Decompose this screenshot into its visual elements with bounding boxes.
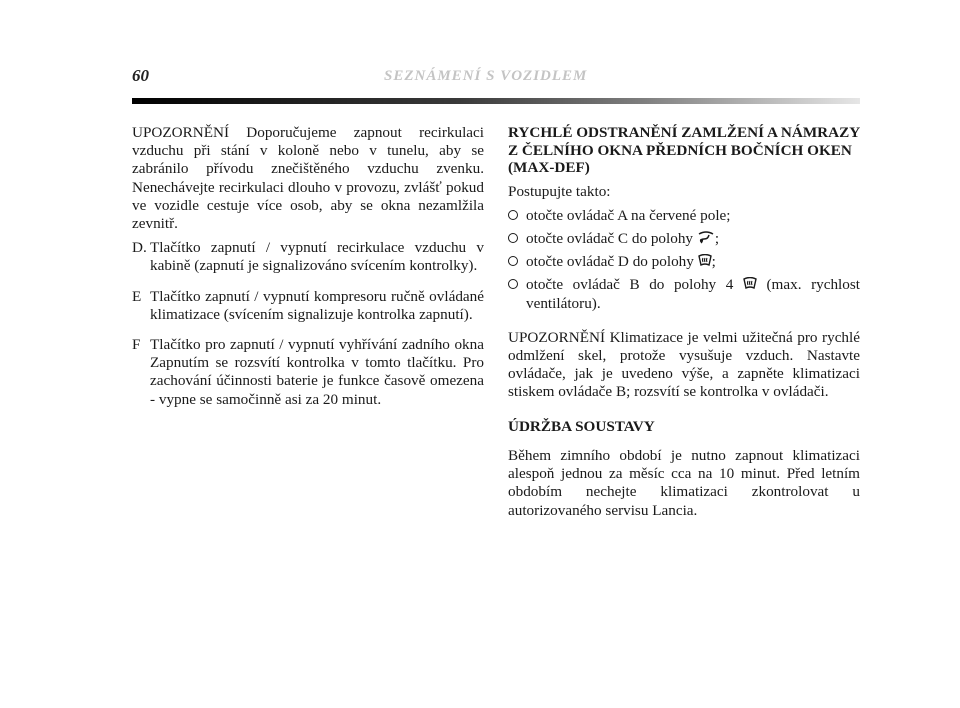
- maintenance-heading: ÚDRŽBA SOUSTAVY: [508, 417, 655, 435]
- list-item-e: [132, 288, 484, 324]
- step-item: [508, 253, 860, 271]
- maintenance-text: Během zimního období je nutno zapnout klimatizaci alespoň jednou za měsíc cca na 10 minut. Před letním obdobím nechejte klimatizaci zkontrolovat u autorizovaného servisu Lancia.: [508, 447, 860, 519]
- step-text-suffix: ;: [711, 253, 716, 271]
- defrost-icon: [743, 277, 757, 291]
- procedure-steps: [508, 207, 860, 313]
- circle-bullet-icon: [508, 279, 518, 289]
- list-item-text: Tlačítko zapnutí / vypnutí recirkulace vzduchu v kabině (zapnutí je signalizováno svícením kontrolky).: [150, 239, 484, 275]
- circle-bullet-icon: [508, 210, 518, 220]
- step-item: [508, 276, 860, 312]
- list-item-text: Tlačítko pro zapnutí / vypnutí vyhřívání zadního okna Zapnutím se rozsvítí kontrolka v tomto tlačítku. Pro zachování účinnosti baterie je funkce časově omezena - vypne se samočinně asi za 20 minut.: [150, 336, 484, 408]
- procedure-intro: Postupujte takto:: [508, 182, 611, 200]
- recirculation-note: UPOZORNĚNÍ Doporučujeme zapnout recirkulaci vzduchu při stání v koloně nebo v tunelu, aby se zabránilo přívodu znečištěného vzduchu zvenku. Nenechávejte recirkulaci dlouho v provozu, zvlášť pokud ve vozidle cestuje více osob, aby se okna nezamlžila zevnitř.: [132, 124, 484, 233]
- list-item-d: [132, 239, 484, 275]
- windshield-airflow-icon: [697, 231, 715, 245]
- left-column: [132, 124, 484, 409]
- step-text: otočte ovládač A na červené pole;: [526, 206, 731, 224]
- step-text: otočte ovládač C do polohy: [526, 229, 697, 247]
- list-item-f: [132, 336, 484, 409]
- defrost-icon: [698, 254, 712, 268]
- list-marker: D.: [132, 239, 147, 257]
- list-marker: F: [132, 336, 141, 354]
- step-item: [508, 230, 860, 248]
- step-text-suffix: (max. rychlost ventilátoru).: [526, 276, 860, 312]
- step-item: [508, 207, 860, 225]
- circle-bullet-icon: [508, 256, 518, 266]
- list-marker: E: [132, 287, 142, 305]
- running-title: SEZNÁMENÍ S VOZIDLEM: [384, 68, 588, 84]
- circle-bullet-icon: [508, 233, 518, 243]
- step-text-suffix: ;: [714, 229, 720, 247]
- step-text: otočte ovládač D do polohy: [526, 253, 698, 271]
- step-text: otočte ovládač B do polohy 4: [526, 276, 743, 294]
- right-column: [508, 124, 860, 520]
- header-rule: [132, 98, 860, 104]
- page-number: 60: [132, 66, 149, 85]
- button-list: [132, 239, 484, 409]
- ac-note: UPOZORNĚNÍ Klimatizace je velmi užitečná pro rychlé odmlžení skel, protože vysušuje vzduch. Nastavte ovládače, jak je uvedeno výše, a zapněte klimatizaci stiskem ovládače B; rozsvítí se kontrolka v ovládači.: [508, 328, 860, 401]
- max-def-heading: RYCHLÉ ODSTRANĚNÍ ZAMLŽENÍ A NÁMRAZY Z ČELNÍHO OKNA PŘEDNÍCH BOČNÍCH OKEN (MAX-DEF): [508, 124, 860, 176]
- list-item-text: Tlačítko zapnutí / vypnutí kompresoru ručně ovládané klimatizace (svícením signalizuje kontrolka zapnutí).: [150, 287, 484, 323]
